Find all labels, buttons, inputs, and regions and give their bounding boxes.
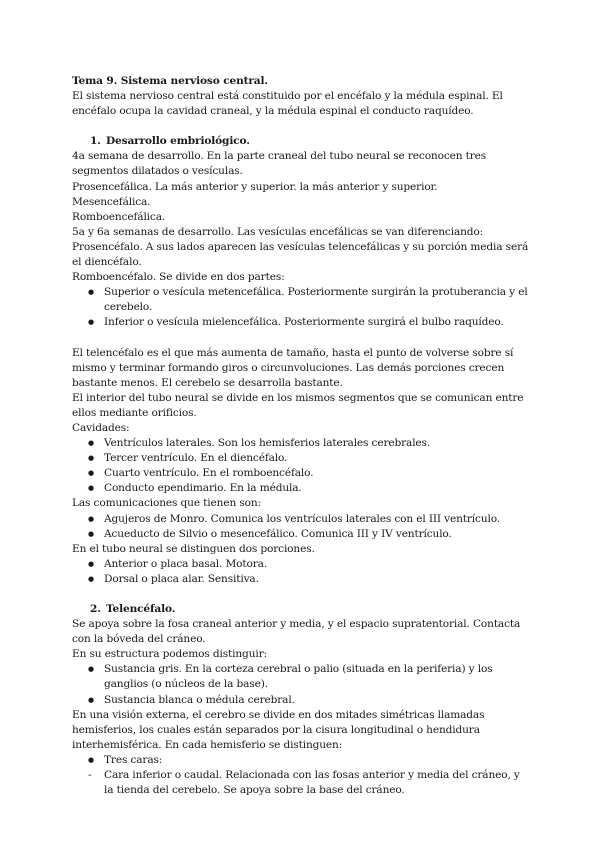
paragraph: En su estructura podemos distinguir:: [72, 648, 267, 661]
list-item: ● Acueducto de Silvio o mesencefálico. Comunica III y IV ventrículo.: [72, 527, 532, 542]
intro-paragraph: El sistema nervioso central está constituido por el encéfalo y la médula espinal. El encéfalo ocupa la cavidad craneal, y la médula espinal el conducto raquídeo.: [72, 90, 503, 118]
document-page: [72, 74, 532, 798]
paragraph: Romboencefálica.: [72, 210, 166, 223]
bullet-list: [72, 512, 532, 542]
paragraph: Mesencefálica.: [72, 195, 151, 208]
paragraph: Prosencefálica. La más anterior y superior. la más anterior y superior.: [72, 180, 438, 193]
paragraph: 5a y 6a semanas de desarrollo. Las vesículas encefálicas se van diferenciando:: [72, 225, 484, 238]
paragraph: En una visión externa, el cerebro se divide en dos mitades simétricas llamadas hemisferios, los cuales están separados por la cisura longitudinal o hendidura interhemisférica. En cada hemisferio se distinguen:: [72, 708, 485, 751]
paragraph: 4a semana de desarrollo. En la parte craneal del tubo neural se reconocen tres segmentos dilatados o vesículas.: [72, 150, 487, 178]
bullet-list: [72, 662, 532, 707]
paragraph: Prosencéfalo. A sus lados aparecen las vesículas telencefálicas y su porción media será el diencéfalo.: [72, 240, 529, 269]
paragraph: En el tubo neural se distinguen dos porciones.: [72, 542, 315, 555]
list-item: ● Superior o vesícula metencefálica. Posteriormente surgirán la protuberancia y el cerebelo.: [72, 285, 532, 315]
bullet-list: [72, 285, 532, 330]
paragraph: Las comunicaciones que tienen son:: [72, 497, 261, 510]
paragraph: El telencéfalo es el que más aumenta de tamaño, hasta el punto de volverse sobre sí mismo y terminar formando giros o circunvoluciones. Las demás porciones crecen bastante menos. El cerebelo se desarrolla bastante.: [72, 346, 514, 389]
list-item: - Cara inferior o caudal. Relacionada con las fosas anterior y media del cráneo, y la tienda del cerebelo. Se apoya sobre la base del cráneo.: [72, 768, 532, 798]
list-item: ● Anterior o placa basal. Motora.: [72, 557, 532, 572]
list-item: ● Tres caras:: [72, 753, 532, 768]
list-item: ● Ventrículos laterales. Son los hemisferios laterales cerebrales.: [72, 436, 532, 451]
list-item: ● Agujeros de Monro. Comunica los ventrículos laterales con el III ventrículo.: [72, 512, 532, 527]
list-item: ● Inferior o vesícula mielencefálica. Posteriormente surgirá el bulbo raquídeo.: [72, 315, 532, 330]
list-item: ● Sustancia gris. En la corteza cerebral o palio (situada en la periferia) y los ganglios (o núcleos de la base).: [72, 662, 532, 692]
section-heading-2: 2. Telencéfalo.: [90, 603, 176, 615]
paragraph: Se apoya sobre la fosa craneal anterior y media, y el espacio supratentorial. Contacta con la bóveda del cráneo.: [72, 618, 521, 646]
list-item: ● Tercer ventrículo. En el diencéfalo.: [72, 451, 532, 466]
list-item: ● Cuarto ventrículo. En el romboencéfalo.: [72, 466, 532, 481]
section-heading-1: 1. Desarrollo embriológico.: [90, 135, 250, 148]
list-item: ● Sustancia blanca o médula cerebral.: [72, 693, 532, 708]
list-item: ● Conducto ependimario. En la médula.: [72, 481, 532, 496]
bullet-list: [72, 436, 532, 496]
bullet-list: [72, 753, 532, 798]
paragraph: Romboencéfalo. Se divide en dos partes:: [72, 271, 285, 284]
paragraph: El interior del tubo neural se divide en los mismos segmentos que se comunican entre ellos mediante orificios.: [72, 391, 524, 419]
bullet-list: [72, 557, 532, 587]
document-title: Tema 9. Sistema nervioso central.: [72, 75, 268, 87]
list-item: ● Dorsal o placa alar. Sensitiva.: [72, 572, 532, 587]
paragraph: Cavidades:: [72, 421, 130, 434]
